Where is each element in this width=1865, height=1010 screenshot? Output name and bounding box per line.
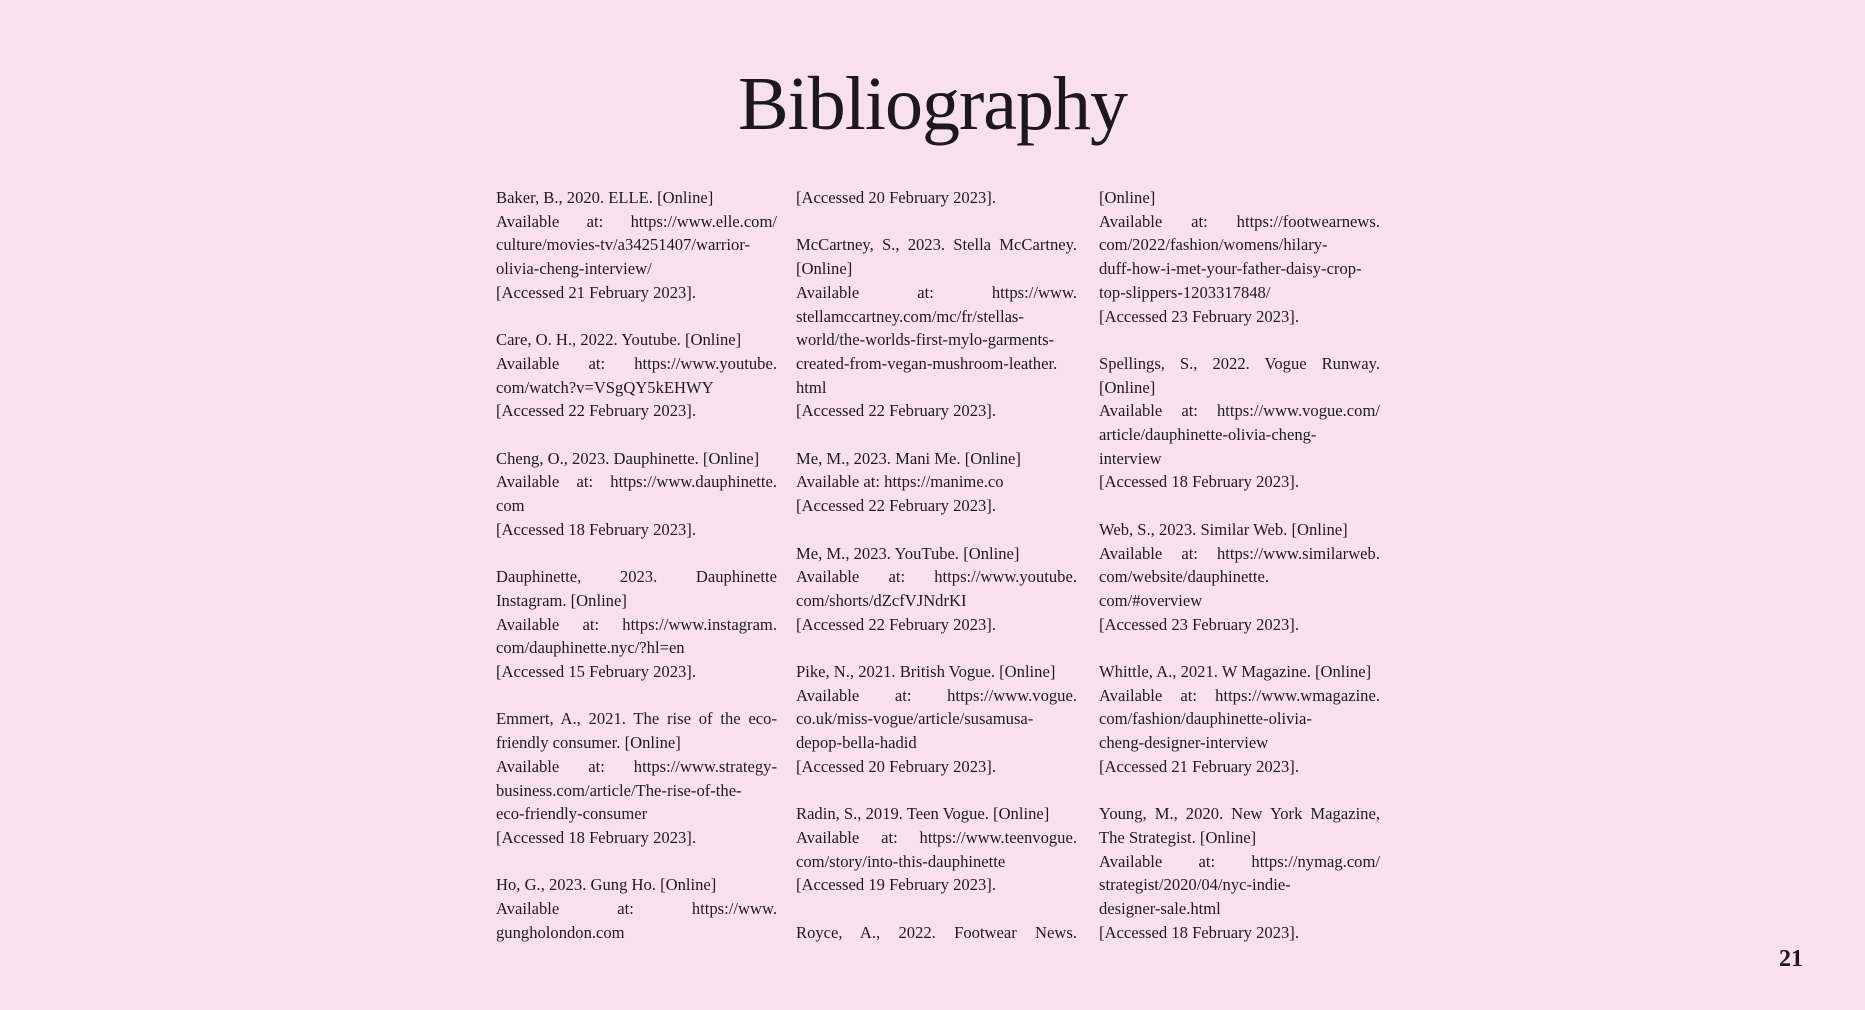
reference-line: Available at: https://www.youtube. <box>496 353 777 373</box>
entry-spacer <box>496 850 777 874</box>
reference-line: article/dauphinette-olivia-cheng- <box>1099 425 1317 445</box>
reference-line: stellamccartney.com/mc/fr/stellas- <box>796 306 1024 326</box>
reference-line: [Accessed 15 February 2023]. <box>496 662 696 682</box>
reference-line: com/story/into-this-dauphinette <box>796 851 1006 871</box>
reference-line: [Accessed 18 February 2023]. <box>496 519 696 539</box>
entry-spacer <box>1099 779 1380 803</box>
bibliography-column-2 <box>796 186 1077 944</box>
reference-line: depop-bella-hadid <box>796 733 917 753</box>
reference-line: com/fashion/dauphinette-olivia- <box>1099 709 1312 729</box>
reference-line: business.com/article/The-rise-of-the- <box>496 780 742 800</box>
entry-spacer <box>796 423 1077 447</box>
reference-line: Available at: https://nymag.com/ <box>1099 851 1380 871</box>
reference-line: Pike, N., 2021. British Vogue. [Online] <box>796 662 1056 681</box>
reference-line: com/dauphinette.nyc/?hl=en <box>496 638 685 658</box>
reference-line: strategist/2020/04/nyc-indie- <box>1099 875 1291 895</box>
reference-line: [Accessed 22 February 2023]. <box>796 496 996 516</box>
bibliography-column-3 <box>1099 186 1380 944</box>
reference-line: culture/movies-tv/a34251407/warrior- <box>496 235 751 255</box>
reference-line: duff-how-i-met-your-father-daisy-crop- <box>1099 259 1362 279</box>
reference-line: Instagram. [Online] <box>496 590 627 610</box>
reference-line: Young, M., 2020. New York Magazine, <box>1099 804 1380 824</box>
reference-line: created-from-vegan-mushroom-leather. <box>796 353 1058 373</box>
entry-spacer <box>796 518 1077 542</box>
reference-line: Spellings, S., 2022. Vogue Runway. <box>1099 353 1380 373</box>
reference-line: [Accessed 23 February 2023]. <box>1099 614 1299 634</box>
reference-line: com <box>496 496 525 516</box>
reference-line: Whittle, A., 2021. W Magazine. [Online] <box>1099 662 1372 682</box>
reference-line: html <box>796 377 827 397</box>
reference-line: gungholondon.com <box>496 922 625 942</box>
entry-spacer <box>1099 636 1380 660</box>
entry-spacer <box>1099 328 1380 352</box>
reference-line: [Accessed 22 February 2023]. <box>796 614 996 634</box>
reference-line: eco-friendly-consumer <box>496 804 648 824</box>
reference-line: Me, M., 2023. YouTube. [Online] <box>796 543 1020 563</box>
entry-spacer <box>496 542 777 566</box>
reference-line: [Accessed 19 February 2023]. <box>796 875 996 895</box>
reference-line: Available at: https://www.dauphinette. <box>496 472 777 492</box>
entry-spacer <box>796 210 1077 234</box>
page-title: Bibliography <box>737 62 1128 146</box>
reference-line: Available at: https://manime.co <box>796 472 1004 492</box>
reference-line: [Accessed 20 February 2023]. <box>796 756 996 776</box>
reference-line: com/#overview <box>1099 590 1203 610</box>
reference-line: Available at: https://www.wmagazine. <box>1099 685 1380 705</box>
reference-line: Available at: https://www.strategy- <box>496 756 777 776</box>
reference-line: Available at: https://www. <box>496 899 777 919</box>
reference-line: Available at: https://www.elle.com/ <box>496 211 777 231</box>
reference-line: [Online] <box>1099 377 1156 397</box>
reference-line: McCartney, S., 2023. Stella McCartney. <box>796 235 1077 255</box>
reference-line: com/shorts/dZcfVJNdrKI <box>796 590 967 610</box>
reference-line: com/website/dauphinette. <box>1099 567 1270 587</box>
entry-spacer <box>496 305 777 329</box>
reference-line: Available at: https://www.vogue.com/ <box>1099 401 1380 421</box>
reference-line: Available at: https://www.teenvogue. <box>796 827 1077 847</box>
reference-line: co.uk/miss-vogue/article/susamusa- <box>796 709 1034 729</box>
entry-spacer <box>496 684 777 708</box>
reference-line: [Accessed 22 February 2023]. <box>496 401 696 421</box>
bibliography-column-1 <box>496 186 777 944</box>
reference-line: interview <box>1099 448 1162 468</box>
reference-line: Available at: https://www.youtube. <box>796 567 1077 587</box>
reference-line: Cheng, O., 2023. Dauphinette. [Online] <box>496 448 760 468</box>
reference-line: com/2022/fashion/womens/hilary- <box>1099 235 1328 255</box>
reference-line: [Online] <box>1099 188 1156 207</box>
reference-line: top-slippers-1203317848/ <box>1099 282 1271 302</box>
reference-line: Radin, S., 2019. Teen Vogue. [Online] <box>796 804 1050 824</box>
reference-line: Available at: https://www.instagram. <box>496 614 777 634</box>
reference-line: Dauphinette, 2023. Dauphinette <box>496 567 777 587</box>
reference-line: world/the-worlds-first-mylo-garments- <box>796 330 1055 350</box>
reference-line: Available at: https://footwearnews. <box>1099 211 1380 231</box>
reference-line: [Accessed 22 February 2023]. <box>796 401 996 421</box>
reference-line: designer-sale.html <box>1099 899 1221 919</box>
reference-line: Me, M., 2023. Mani Me. [Online] <box>796 448 1021 468</box>
reference-line: [Accessed 23 February 2023]. <box>1099 306 1299 326</box>
entry-spacer <box>1099 494 1380 518</box>
entry-spacer <box>796 779 1077 803</box>
reference-line: com/watch?v=VSgQY5kEHWY <box>496 377 714 397</box>
reference-line: Ho, G., 2023. Gung Ho. [Online] <box>496 875 717 895</box>
entry-spacer <box>796 897 1077 921</box>
reference-line: Available at: https://www. <box>796 282 1077 302</box>
reference-line: [Accessed 20 February 2023]. <box>796 188 996 207</box>
reference-line: Available at: https://www.vogue. <box>796 685 1077 705</box>
reference-line: Care, O. H., 2022. Youtube. [Online] <box>496 330 742 350</box>
reference-line: olivia-cheng-interview/ <box>496 259 652 279</box>
reference-line: [Accessed 18 February 2023]. <box>496 827 696 847</box>
reference-line: [Accessed 18 February 2023]. <box>1099 472 1299 492</box>
entry-spacer <box>496 423 777 447</box>
reference-line: [Online] <box>796 259 853 279</box>
reference-line: Royce, A., 2022. Footwear News. <box>796 922 1077 942</box>
reference-line: [Accessed 21 February 2023]. <box>1099 756 1299 776</box>
reference-line: The Strategist. [Online] <box>1099 827 1257 847</box>
reference-line: cheng-designer-interview <box>1099 733 1269 753</box>
entry-spacer <box>796 636 1077 660</box>
reference-line: friendly consumer. [Online] <box>496 733 681 753</box>
reference-line: [Accessed 18 February 2023]. <box>1099 922 1299 942</box>
reference-line: [Accessed 21 February 2023]. <box>496 282 696 302</box>
reference-line: Available at: https://www.similarweb. <box>1099 543 1380 563</box>
reference-line: Web, S., 2023. Similar Web. [Online] <box>1099 519 1348 539</box>
reference-line: Baker, B., 2020. ELLE. [Online] <box>496 188 714 207</box>
page-number: 21 <box>1779 946 1803 972</box>
reference-line: Emmert, A., 2021. The rise of the eco- <box>496 709 777 729</box>
